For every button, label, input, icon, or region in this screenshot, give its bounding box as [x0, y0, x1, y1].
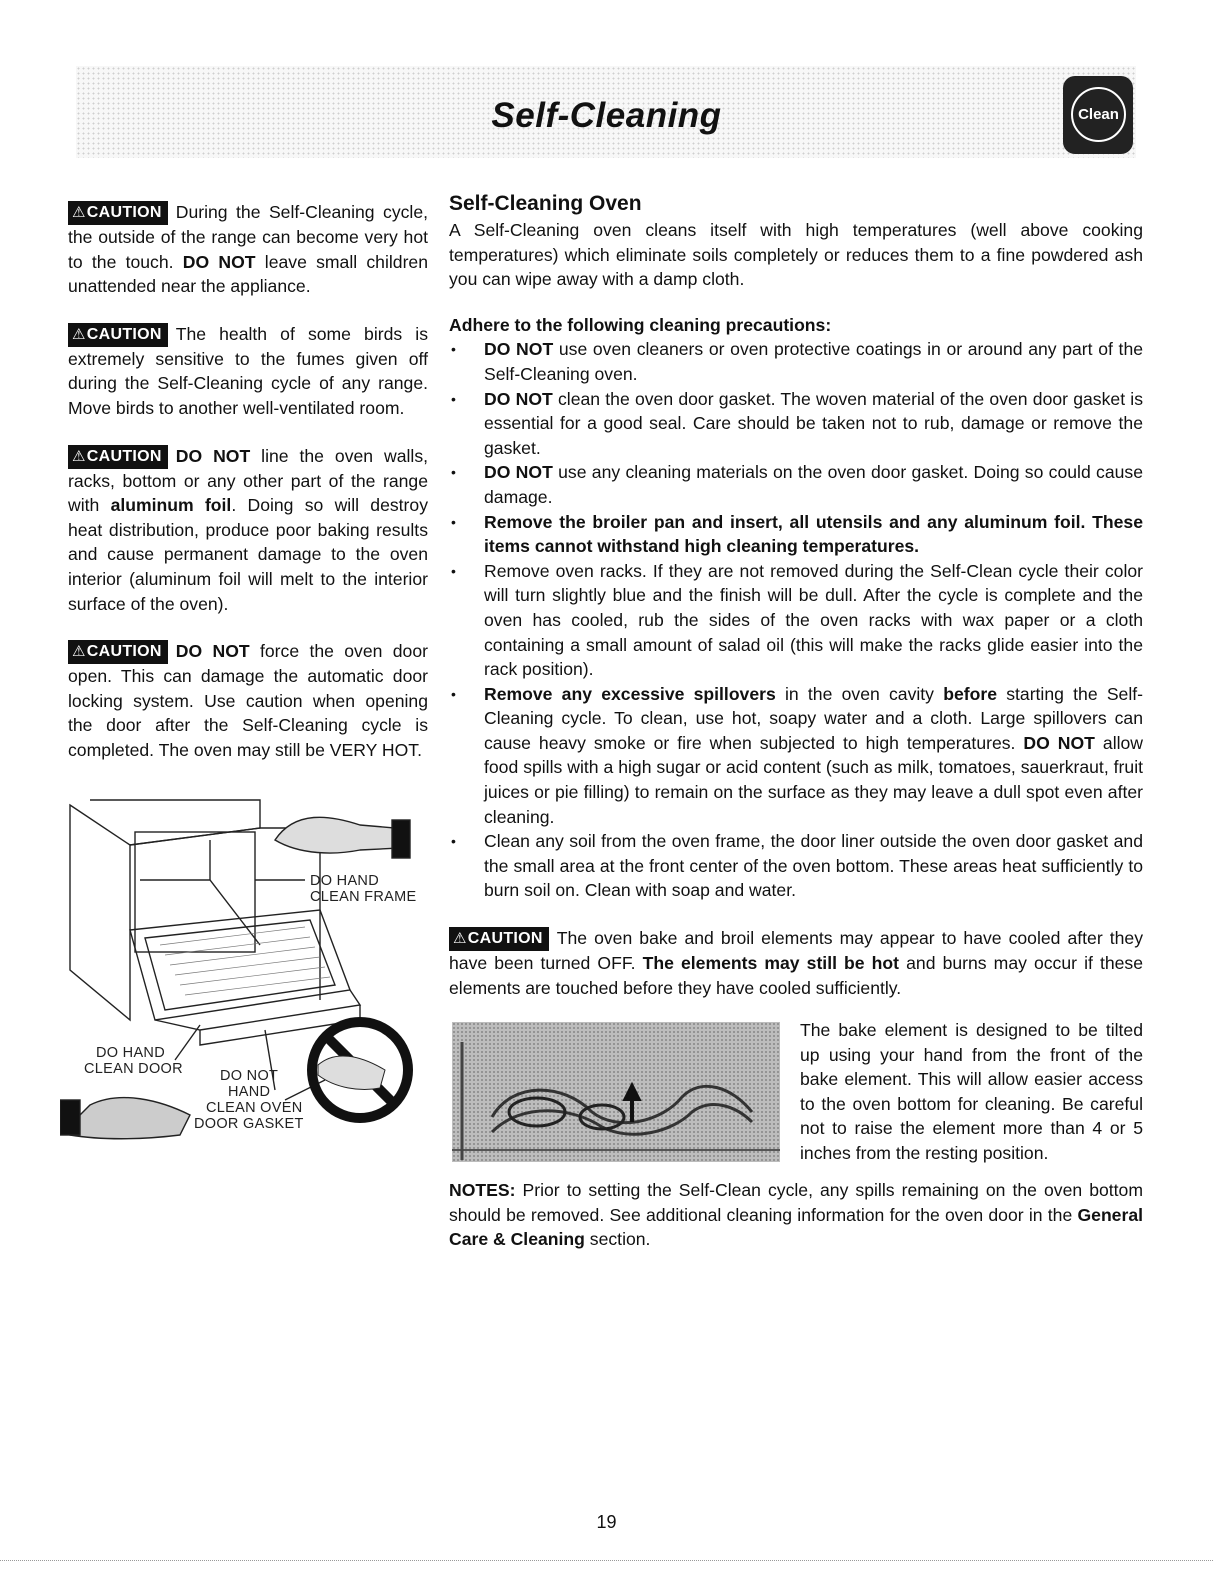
clean-badge [1063, 76, 1133, 154]
warning-triangle-icon: ⚠ [72, 325, 86, 343]
right-column [449, 190, 1143, 1000]
intro-paragraph: A Self-Cleaning oven cleans itself with high temperatures (well above cooking temperatures) which eliminate soils completely or reduces them to a fine powdered ash you can wipe away with a damp cloth. [449, 220, 1143, 290]
caution-badge: ⚠CAUTION [68, 201, 168, 225]
label-do-hand-clean-door-1: DO HAND [96, 1045, 165, 1061]
caution-paragraph-3: ⚠CAUTION DO NOT line the oven walls, racks, bottom or any other part of the range with aluminum foil. Doing so will destroy heat distribution, produce poor baking results and cause permanent damage to the oven interior (aluminum foil will melt to the interior surface of the oven). [68, 445, 429, 614]
caution-paragraph-4: ⚠CAUTION DO NOT force the oven door open. This can damage the automatic door locking system. Use caution when opening the door after the Self-Cleaning cycle is completed. The oven may still be VERY HOT. [68, 641, 428, 760]
section-heading: Self-Cleaning Oven [449, 192, 642, 215]
list-item: • DO NOT use any cleaning materials on the oven door gasket. Doing so could cause damage. [451, 462, 1143, 507]
bullet-icon: • [451, 464, 456, 481]
label-do-not-hand-clean-gasket-4: DOOR GASKET [194, 1116, 304, 1132]
caution-badge: ⚠CAUTION [68, 640, 168, 664]
page-title: Self-Cleaning [491, 96, 722, 135]
label-do-hand-clean-frame-1: DO HAND [310, 873, 379, 889]
list-item: • DO NOT use oven cleaners or oven protective coatings in or around any part of the Self-Cleaning oven. [451, 339, 1144, 384]
caution-paragraph-5: ⚠CAUTION The oven bake and broil elements may appear to have cooled after they have been turned OFF. The elements may still be hot and burns may occur if these elements are touched before they have cooled sufficiently. [449, 928, 1144, 998]
list-item: • Remove the broiler pan and insert, all utensils and any aluminum foil. These items cannot withstand high cleaning temperatures. [451, 511, 1143, 557]
label-do-not-hand-clean-gasket-1: DO NOT [220, 1068, 279, 1084]
bake-element-photo [452, 1022, 780, 1162]
label-do-hand-clean-frame-2: CLEAN FRAME [310, 889, 417, 905]
bullet-icon: • [451, 833, 456, 850]
caution-paragraph-1: ⚠CAUTION During the Self-Cleaning cycle, the outside of the range can become very hot to the touch. DO NOT leave small children unattended near the appliance. [68, 202, 428, 297]
warning-triangle-icon: ⚠ [453, 930, 467, 948]
list-item: • Clean any soil from the oven frame, the door liner outside the oven door gasket and the small area at the front center of the oven bottom. These areas heat sufficiently to burn soil on. Clean with soap and water. [451, 831, 1143, 901]
list-item: • Remove oven racks. If they are not removed during the Self-Clean cycle their color will turn slightly blue and the finish will be dull. After the cycle is complete and the oven has cooled, rub the sides of the oven racks with wax paper or a cloth containing a small amount of salad oil (this will make the racks glide easier into the rack position). [451, 560, 1143, 680]
bullet-icon: • [451, 513, 456, 530]
bullet-icon: • [451, 341, 456, 358]
list-item: • DO NOT clean the oven door gasket. The woven material of the oven door gasket is essential for a good seal. Care should be taken not to rub, damage or remove the gasket. [451, 388, 1144, 458]
warning-triangle-icon: ⚠ [72, 447, 86, 465]
precautions-list [449, 337, 1143, 903]
caution-badge: ⚠CAUTION [68, 323, 168, 347]
bullet-icon: • [451, 685, 456, 702]
caution-badge: ⚠CAUTION [449, 927, 549, 951]
bullet-icon: • [451, 390, 456, 407]
bake-element-text: The bake element is designed to be tilted up using your hand from the front of the bake element. This will allow easier access to the oven bottom for cleaning. Be careful not to raise the element more than 4 or 5 inches from the resting position. [800, 1020, 1143, 1163]
left-column [68, 200, 428, 786]
label-do-not-hand-clean-gasket-2: HAND [228, 1084, 271, 1100]
precautions-heading: Adhere to the following cleaning precautions: [449, 314, 832, 335]
bake-element-image [452, 1022, 780, 1162]
caution-paragraph-2: ⚠CAUTION The health of some birds is extremely sensitive to the fumes given off during the Self-Cleaning cycle of any range. Move birds to another well-ventilated room. [68, 323, 428, 418]
warning-triangle-icon: ⚠ [72, 643, 86, 661]
label-do-not-hand-clean-gasket-3: CLEAN OVEN [206, 1100, 303, 1116]
page-number: 19 [596, 1512, 617, 1532]
label-do-hand-clean-door-2: CLEAN DOOR [84, 1061, 183, 1077]
clean-badge-label: Clean [1071, 87, 1126, 142]
list-item: • Remove any excessive spillovers in the oven cavity before starting the Self-Cleaning cycle. To clean, use hot, soapy water and a cloth. Large spillovers can cause heavy smoke or fire when subjected to high temperatures. DO NOT allow food spills with a high sugar or acid content (such as milk, tomatoes, sauerkraut, fruit juices or pie filling) to remain on the surface as they may leave a dull spot even after cleaning. [451, 683, 1144, 827]
caution-badge: ⚠CAUTION [68, 445, 168, 469]
bottom-rule [0, 1560, 1213, 1561]
warning-triangle-icon: ⚠ [72, 204, 86, 221]
notes-paragraph: NOTES: Prior to setting the Self-Clean cycle, any spills remaining on the oven bottom should be removed. See additional cleaning information for the oven door in the General Care & Cleaning section. [449, 1180, 1143, 1250]
bullet-icon: • [451, 562, 456, 579]
oven-cleaning-diagram [60, 770, 430, 1150]
